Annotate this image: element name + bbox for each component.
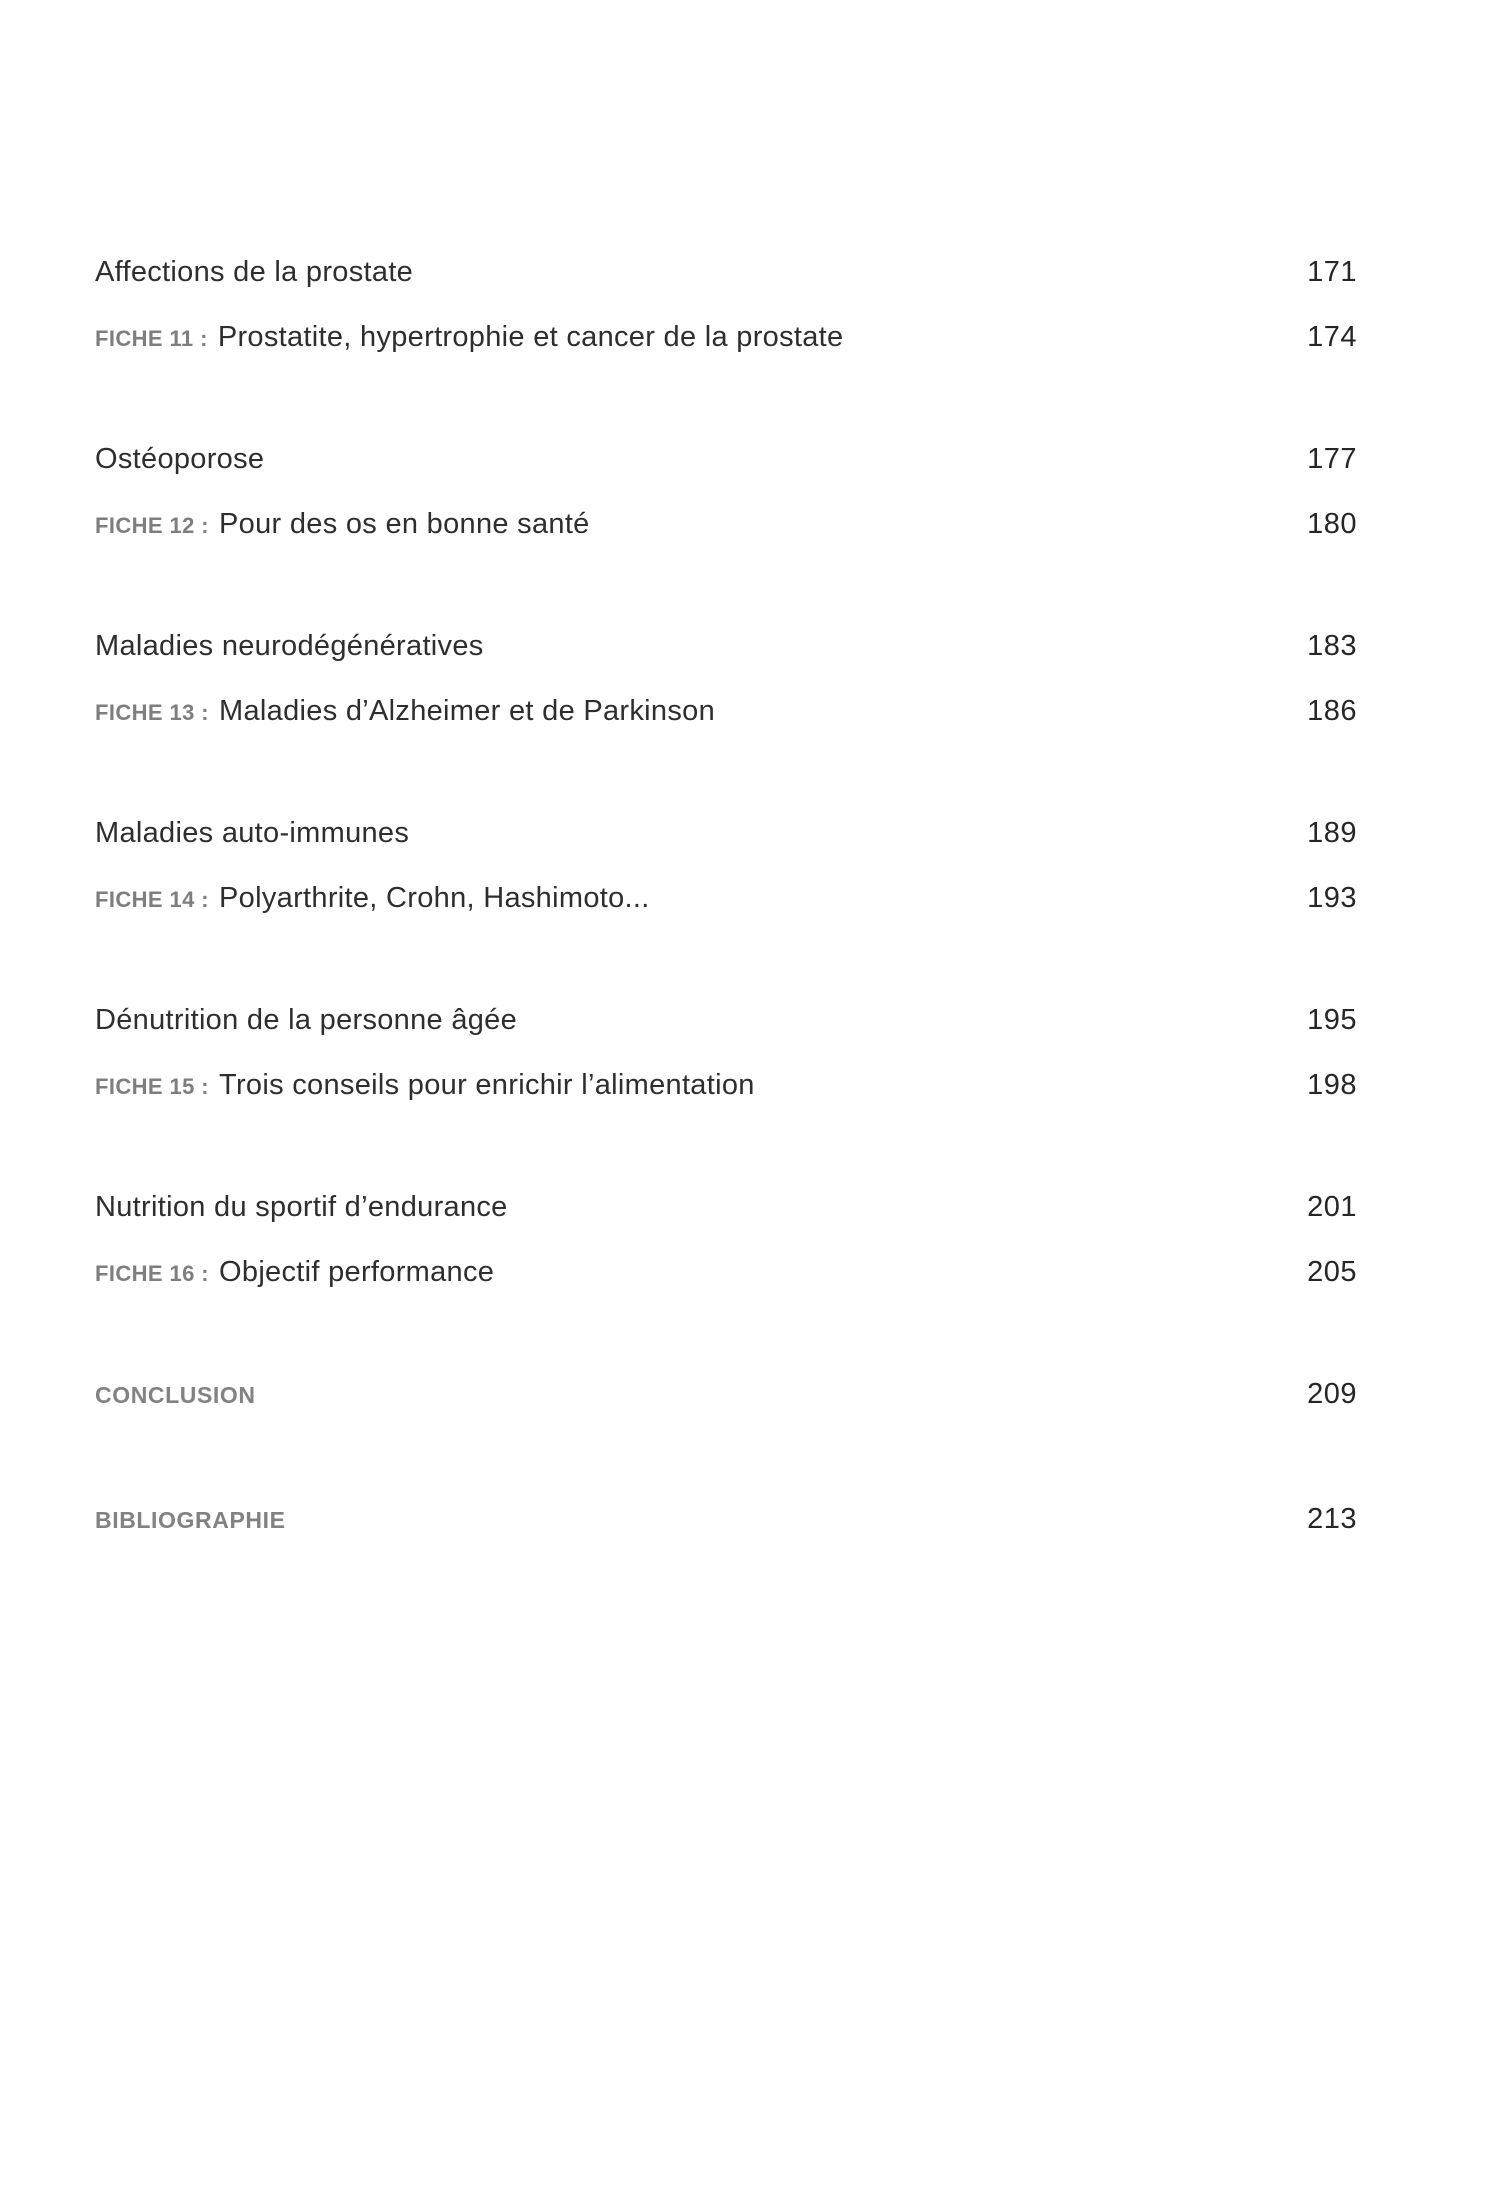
toc-fiche-row xyxy=(95,1252,1357,1292)
fiche-entry xyxy=(95,317,843,362)
toc-heading-row xyxy=(95,1000,1357,1040)
fiche-label: FICHE 11 : xyxy=(95,326,208,351)
fiche-label: FICHE 15 : xyxy=(95,1074,210,1099)
fiche-label: FICHE 14 : xyxy=(95,887,210,912)
toc-section-osteoporose xyxy=(95,439,1357,544)
section-page-number: 195 xyxy=(1307,1004,1357,1036)
fiche-page-number: 193 xyxy=(1307,882,1357,914)
toc-heading-row xyxy=(95,439,1357,479)
section-page-number: 171 xyxy=(1307,256,1357,288)
bibliographie-entry xyxy=(95,1499,1357,1539)
section-page-number: 177 xyxy=(1307,443,1357,475)
section-title: Dénutrition de la personne âgée xyxy=(95,1004,518,1036)
section-title: Affections de la prostate xyxy=(95,256,414,288)
section-page-number: 201 xyxy=(1307,1191,1357,1223)
toc-section-auto-immunes xyxy=(95,813,1357,918)
toc-fiche-row xyxy=(95,317,1357,357)
toc-fiche-row xyxy=(95,691,1357,731)
fiche-title: Prostatite, hypertrophie et cancer de la prostate xyxy=(217,321,844,353)
fiche-label: FICHE 12 : xyxy=(95,513,210,538)
fiche-label: FICHE 16 : xyxy=(95,1261,210,1286)
fiche-page-number: 186 xyxy=(1307,695,1357,727)
toc-section-denutrition xyxy=(95,1000,1357,1105)
bibliographie-label: BIBLIOGRAPHIE xyxy=(95,1507,286,1533)
conclusion-page-number: 209 xyxy=(1307,1378,1357,1410)
section-page-number: 183 xyxy=(1307,630,1357,662)
section-title: Ostéoporose xyxy=(95,443,265,475)
fiche-title: Polyarthrite, Crohn, Hashimoto... xyxy=(219,882,650,914)
fiche-entry xyxy=(95,691,715,736)
fiche-page-number: 198 xyxy=(1307,1069,1357,1101)
toc-heading-row xyxy=(95,813,1357,853)
toc-heading-row xyxy=(95,252,1357,292)
section-title: Nutrition du sportif d’endurance xyxy=(95,1191,508,1223)
toc-fiche-row xyxy=(95,504,1357,544)
fiche-entry xyxy=(95,1065,755,1110)
fiche-page-number: 180 xyxy=(1307,508,1357,540)
fiche-page-number: 205 xyxy=(1307,1256,1357,1288)
toc-section-neurodegeneratives xyxy=(95,626,1357,731)
fiche-page-number: 174 xyxy=(1307,321,1357,353)
fiche-entry xyxy=(95,504,590,549)
section-page-number: 189 xyxy=(1307,817,1357,849)
bibliographie-page-number: 213 xyxy=(1307,1503,1357,1535)
fiche-entry xyxy=(95,878,650,923)
toc-fiche-row xyxy=(95,1065,1357,1105)
toc-heading-row xyxy=(95,1187,1357,1227)
conclusion-entry xyxy=(95,1374,1357,1414)
toc-fiche-row xyxy=(95,878,1357,918)
fiche-title: Pour des os en bonne santé xyxy=(219,508,590,540)
fiche-title: Maladies d’Alzheimer et de Parkinson xyxy=(219,695,716,727)
section-title: Maladies neurodégénératives xyxy=(95,630,484,662)
fiche-title: Objectif performance xyxy=(219,1256,495,1288)
toc-section-sportif xyxy=(95,1187,1357,1292)
toc-heading-row xyxy=(95,626,1357,666)
fiche-entry xyxy=(95,1252,494,1297)
conclusion-label: CONCLUSION xyxy=(95,1382,256,1408)
section-title: Maladies auto-immunes xyxy=(95,817,410,849)
table-of-contents xyxy=(95,252,1357,1539)
toc-section-prostate xyxy=(95,252,1357,357)
fiche-title: Trois conseils pour enrichir l’alimentation xyxy=(219,1069,755,1101)
fiche-label: FICHE 13 : xyxy=(95,700,210,725)
